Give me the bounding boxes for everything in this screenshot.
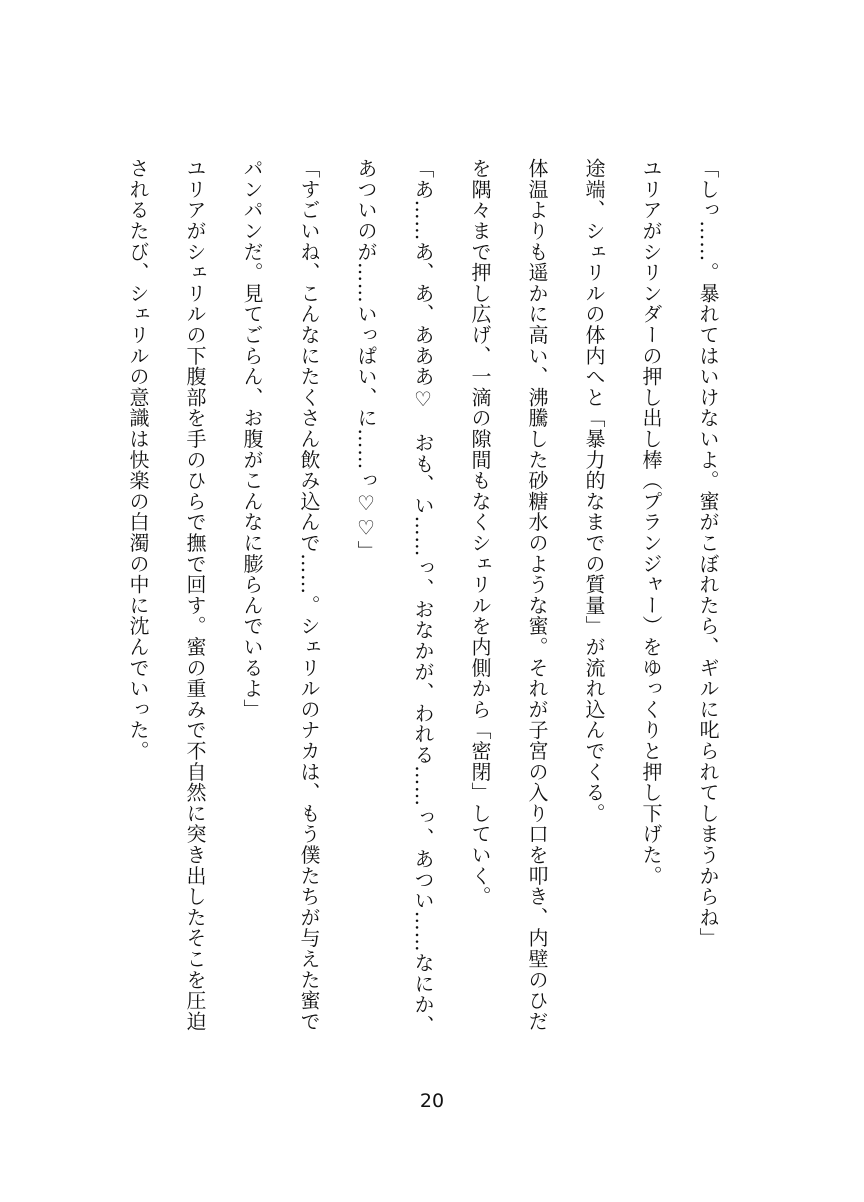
paragraph-3: 途端、シェリルの体内へと「暴力的なまでの質量」が流れ込んでくる。 <box>582 158 606 824</box>
paragraph-2: ユリアがシリンダーの押し出し棒（プランジャー）をゆっくりと押し下げた。 <box>639 158 663 886</box>
paragraph-1: 「しっ……。暴れてはいけないよ。蜜がこぼれたら、ギルに叱られてしまうからね」 <box>696 158 720 949</box>
paragraph-7: ユリアがシェリルの下腹部を手のひらで撫で回す。蜜の重みで不自然に突き出したそこを圧迫されるたび、シェリルの意識は快楽の白濁の中に沈んでいった。 <box>126 158 207 1032</box>
page-number: 20 <box>419 1090 445 1112</box>
paragraph-5: 「あ……あ、あ、あああ♡ おも、い……っ、おなかが、われる……っ、あつい……なにか、あついのが……いっぱい、に……っ♡♡」 <box>354 158 435 1036</box>
paragraph-4: 体温よりも遥かに高い、沸騰した砂糖水のような蜜。それが子宮の入り口を叩き、内壁のひだを隅々まで押し広げ、一滴の隙間もなくシェリルを内側から「密閉」していく。 <box>468 158 549 1032</box>
paragraph-6: 「すごいね、こんなにたくさん飲み込んで……。シェリルのナカは、もう僕たちが与えた蜜でパンパンだ。見てごらん、お腹がこんなに膨らんでいるよ」 <box>240 158 321 1032</box>
vertical-text-body <box>109 158 736 1048</box>
